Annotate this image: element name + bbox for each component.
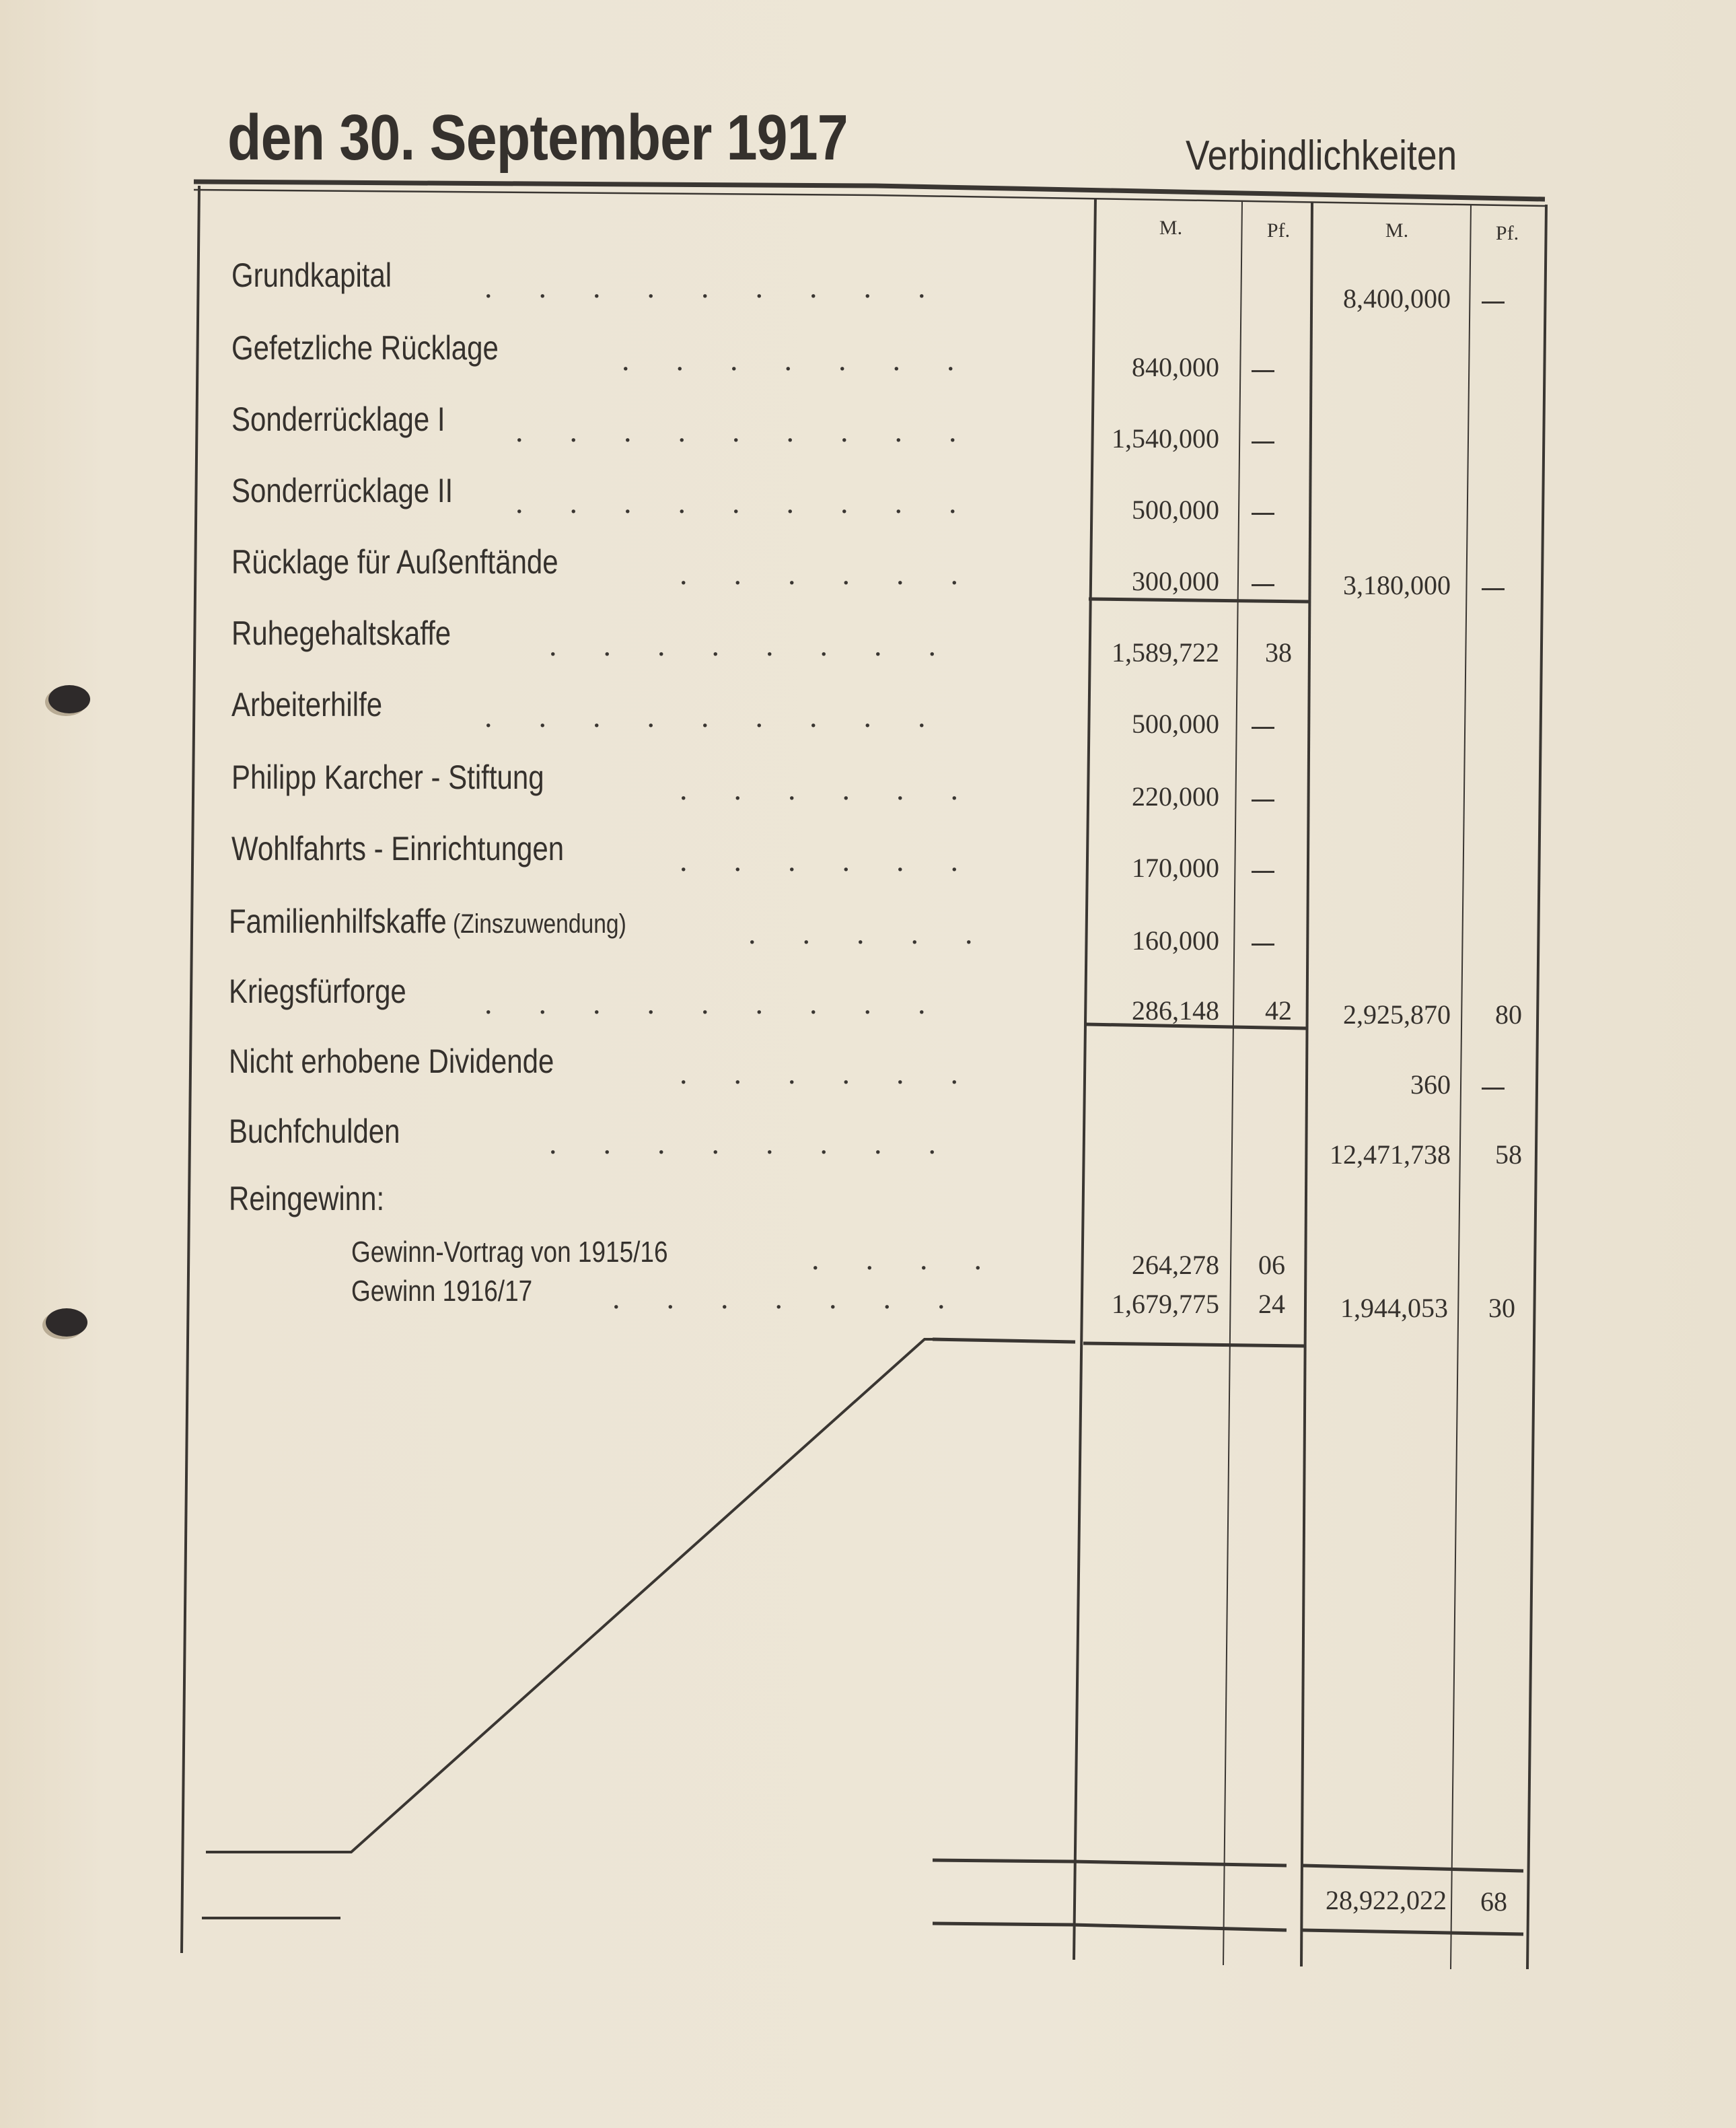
sub-pf-value: 24: [1258, 1289, 1285, 1319]
col-total-pf-left: [1451, 205, 1471, 1969]
sub-mark-value: 160,000: [1132, 925, 1219, 956]
row-label: Arbeiterhilfe: [231, 686, 383, 723]
row-label: Nicht erhobene Dividende: [229, 1042, 554, 1080]
total-mark-value: 360: [1410, 1069, 1451, 1100]
row-label: Wohlfahrts - Einrichtungen: [231, 830, 565, 867]
sub-pf-value-dash: [1252, 944, 1274, 946]
row-label: Rücklage für Außenftände: [231, 543, 558, 581]
dot-leader: . . . . . . . . .: [484, 699, 926, 734]
profit-heading: Reingewinn:: [229, 1180, 385, 1217]
diagonal-filler: [206, 1339, 933, 1852]
total-mark-value: 1,944,053: [1340, 1293, 1448, 1323]
dot-leader: . . . . . . . .: [549, 1126, 936, 1160]
sub-mark-value: 170,000: [1132, 853, 1219, 883]
header-sub-pf: Pf.: [1266, 219, 1291, 242]
total-pf-value-dash: [1482, 1088, 1505, 1090]
total-mark-value: 8,400,000: [1343, 283, 1451, 314]
profit-row-label: Gewinn 1916/17: [351, 1275, 533, 1308]
dot-leader: . . . . . . . . .: [515, 485, 957, 520]
total-pf-value: 80: [1495, 999, 1522, 1030]
sub-mark-value: 1,540,000: [1112, 423, 1219, 454]
total-pf-value-dash: [1482, 302, 1505, 304]
dot-leader: . . . . . .: [680, 557, 958, 591]
col-sub-pf-left: [1223, 201, 1242, 1965]
total-mark-value: 2,925,870: [1343, 999, 1451, 1030]
sub-mark-value: 286,148: [1132, 995, 1219, 1026]
dot-leader: . . . . . .: [680, 843, 958, 878]
sub-pf-value-dash: [1252, 800, 1274, 802]
sub-pf-value: 06: [1258, 1250, 1285, 1280]
dot-leader: . . . . . .: [680, 772, 958, 806]
sub-mark-value: 500,000: [1132, 495, 1219, 525]
sub-pf-value-dash: [1252, 727, 1274, 729]
total-pf-value: 30: [1488, 1293, 1515, 1323]
dot-leader: . . . . . . . . .: [484, 270, 926, 304]
top-rule-thin: [194, 190, 1545, 206]
sub-mark-value: 300,000: [1132, 566, 1219, 596]
sub-mark-value: 840,000: [1132, 352, 1219, 382]
row-label-note: (Zinszuwendung): [446, 909, 626, 939]
sub-mark-value: 264,278: [1132, 1250, 1219, 1280]
sub-pf-value: 42: [1265, 995, 1292, 1026]
right-border: [1527, 205, 1546, 1969]
total-mark-value: 3,180,000: [1343, 570, 1451, 600]
left-border: [182, 186, 199, 1953]
header-total-mark: M.: [1385, 219, 1409, 242]
sub-mark-value: 500,000: [1132, 709, 1219, 739]
total-pf-value: 58: [1495, 1139, 1522, 1170]
profit-row-label: Gewinn-Vortrag von 1915/16: [351, 1236, 668, 1269]
total-mark-value: 12,471,738: [1330, 1139, 1451, 1170]
sub-pf-value: 38: [1265, 637, 1292, 668]
sub-mark-value: 1,679,775: [1112, 1289, 1219, 1319]
sub-pf-value-dash: [1252, 370, 1274, 372]
row-label: Buchfchulden: [229, 1112, 400, 1150]
profit-rule: [933, 1339, 1304, 1346]
grand-total-pf: 68: [1480, 1886, 1507, 1917]
col-sub-mark-left: [1074, 198, 1095, 1960]
row-label: Gefetzliche Rücklage: [231, 329, 499, 367]
row-label: Ruhegehaltskaffe: [231, 614, 451, 652]
dot-leader: . . . .: [811, 1242, 982, 1276]
total-rule-bottom: [933, 1923, 1523, 1934]
row-label: Sonderrücklage I: [231, 400, 445, 438]
top-rule-thick: [194, 182, 1545, 199]
sub-pf-value-dash: [1252, 871, 1274, 873]
total-rule-top: [933, 1860, 1523, 1871]
sub-mark-value: 1,589,722: [1112, 637, 1219, 668]
dot-leader: . . . . . . .: [622, 343, 955, 377]
sub-pf-value-dash: [1252, 513, 1274, 515]
page-title: den 30. September 1917: [227, 102, 848, 174]
row-label: Familienhilfskaffe (Zinszuwendung): [229, 902, 626, 940]
row-label: Philipp Karcher - Stiftung: [231, 758, 544, 796]
dot-leader: . . . . .: [748, 916, 973, 950]
row-label: Kriegsfürforge: [229, 972, 406, 1010]
dot-leader: . . . . . . . .: [549, 628, 936, 662]
row-label: Grundkapital: [231, 256, 392, 294]
grand-total-mark: 28,922,022: [1326, 1885, 1447, 1915]
total-pf-value-dash: [1482, 588, 1505, 590]
section-title: Verbindlichkeiten: [1186, 133, 1457, 179]
dot-leader: . . . . . . .: [612, 1281, 945, 1315]
dot-leader: . . . . . . . . .: [484, 986, 926, 1020]
dot-leader: . . . . . . . . .: [515, 414, 957, 448]
header-total-pf: Pf.: [1495, 222, 1519, 244]
dot-leader: . . . . . .: [680, 1056, 958, 1090]
sub-pf-value-dash: [1252, 441, 1274, 444]
row-label: Sonderrücklage II: [231, 472, 454, 509]
header-sub-mark: M.: [1159, 217, 1183, 239]
sub-mark-value: 220,000: [1132, 781, 1219, 812]
